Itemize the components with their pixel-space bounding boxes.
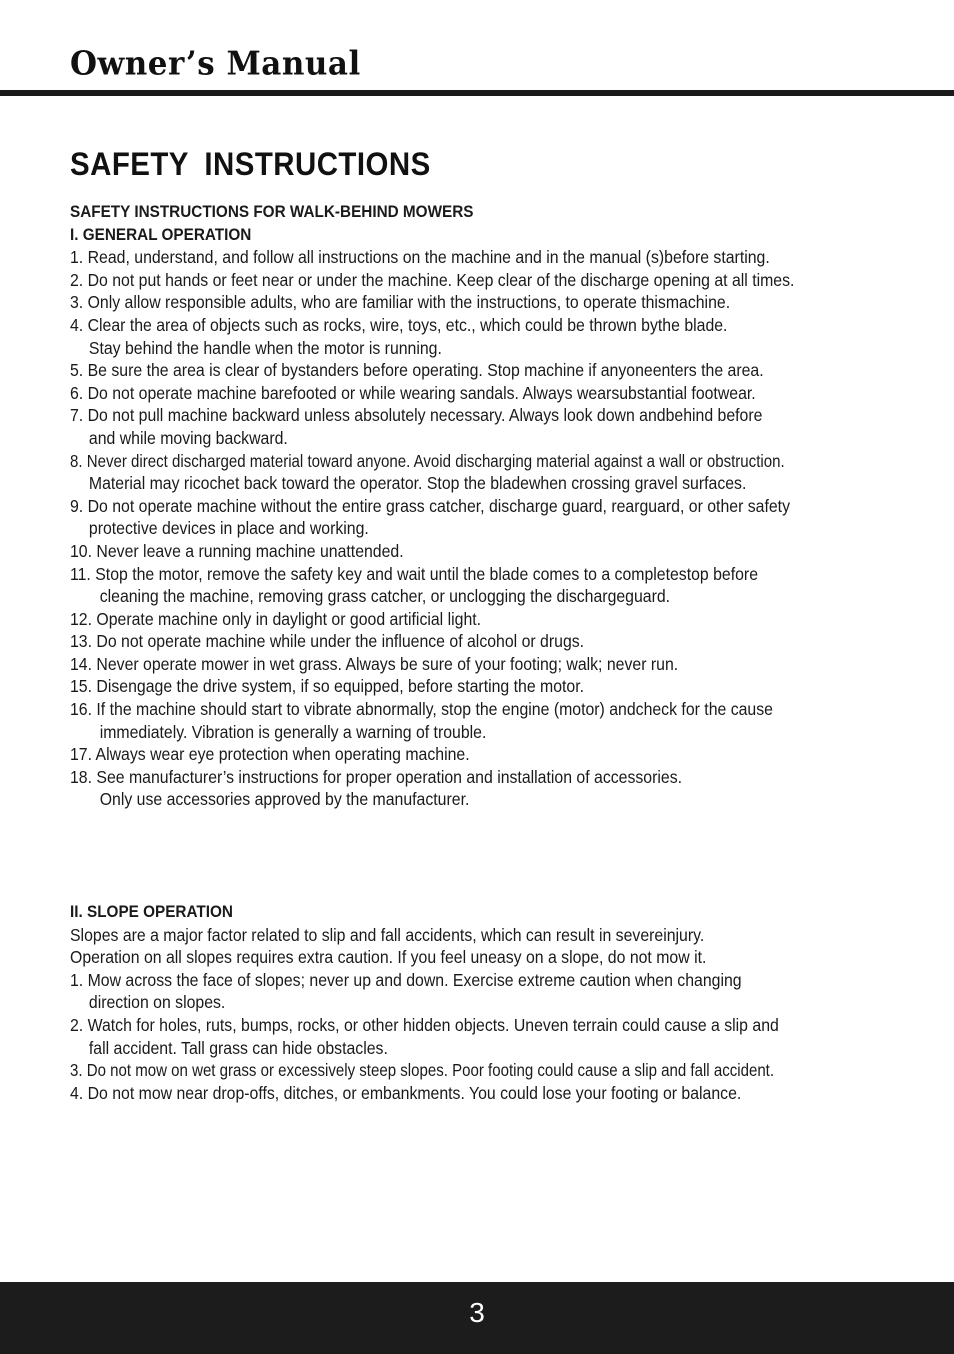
manual-brand-title: Owner’s Manual (70, 45, 361, 83)
list-item: 12. Operate machine only in daylight or good artificial light. (70, 608, 482, 629)
list-item-continuation: immediately. Vibration is generally a warning of trouble. (99, 721, 487, 742)
list-item-continuation: direction on slopes. (88, 992, 226, 1013)
list-item: 1. Read, understand, and follow all instructions on the machine and in the manual (s)before starting. (70, 247, 770, 268)
list-item: 4. Clear the area of objects such as rocks, wire, toys, etc., which could be thrown bythe blade. (70, 314, 728, 335)
instructions-body (70, 201, 900, 1104)
list-item: 3. Only allow responsible adults, who are familiar with the instructions, to operate thismachine. (70, 292, 731, 313)
list-item: 6. Do not operate machine barefooted or while wearing sandals. Always wearsubstantial footwear. (70, 382, 756, 403)
list-item: 7. Do not pull machine backward unless absolutely necessary. Always look down andbehind before (70, 405, 763, 426)
list-item-continuation: Only use accessories approved by the manufacturer. (99, 789, 470, 810)
header-rule (0, 90, 954, 96)
list-item-continuation: Material may ricochet back toward the operator. Stop the bladewhen crossing gravel surfaces. (88, 473, 747, 494)
list-item: 1. Mow across the face of slopes; never up and down. Exercise extreme caution when changing (70, 969, 742, 990)
list-item-continuation: and while moving backward. (88, 427, 288, 448)
general-heading: I. GENERAL OPERATION (70, 224, 252, 244)
list-item: 15. Disengage the drive system, if so equipped, before starting the motor. (70, 676, 585, 697)
list-item: 11. Stop the motor, remove the safety key and wait until the blade comes to a completestop before (70, 563, 759, 584)
list-item-continuation: fall accident. Tall grass can hide obstacles. (88, 1037, 388, 1058)
list-item: 13. Do not operate machine while under the influence of alcohol or drugs. (70, 631, 585, 652)
list-item: 4. Do not mow near drop-offs, ditches, or embankments. You could lose your footing or balance. (70, 1082, 742, 1103)
list-item: 2. Watch for holes, ruts, bumps, rocks, or other hidden objects. Uneven terrain could cause a slip and (70, 1015, 779, 1035)
list-item: 10. Never leave a running machine unattended. (70, 540, 404, 561)
paragraph: Operation on all slopes requires extra caution. If you feel uneasy on a slope, do not mow it. (70, 947, 707, 968)
list-item-continuation: Stay behind the handle when the motor is running. (88, 337, 442, 358)
list-item: 18. See manufacturer’s instructions for proper operation and installation of accessories. (70, 766, 683, 787)
section-spacer (70, 811, 900, 901)
paragraph: Slopes are a major factor related to slip and fall accidents, which can result in severeinjury. (70, 924, 705, 945)
list-item: 17. Always wear eye protection when operating machine. (70, 744, 470, 765)
list-item: 5. Be sure the area is clear of bystanders before operating. Stop machine if anyoneenters the area. (70, 360, 764, 381)
list-item: 8. Never direct discharged material toward anyone. Avoid discharging material against a wall or obstruction. (70, 450, 785, 471)
list-item: 14. Never operate mower in wet grass. Always be sure of your footing; walk; never run. (70, 653, 679, 674)
section-subtitle: SAFETY INSTRUCTIONS FOR WALK-BEHIND MOWERS (70, 202, 474, 221)
slope-heading: II. SLOPE OPERATION (70, 902, 233, 922)
list-item: 9. Do not operate machine without the entire grass catcher, discharge guard, rearguard, or other safety (70, 495, 790, 516)
page-number: 3 (469, 1297, 485, 1328)
list-item: 16. If the machine should start to vibrate abnormally, stop the engine (motor) andcheck for the cause (70, 699, 773, 720)
list-item: 3. Do not mow on wet grass or excessively steep slopes. Poor footing could cause a slip and fall accident. (70, 1060, 775, 1081)
list-item-continuation: protective devices in place and working. (88, 518, 369, 539)
page-title: SAFETY INSTRUCTIONS (70, 146, 431, 182)
list-item-continuation: cleaning the machine, removing grass catcher, or unclogging the dischargeguard. (99, 586, 671, 607)
list-item: 2. Do not put hands or feet near or under the machine. Keep clear of the discharge opening at all times. (70, 269, 795, 290)
